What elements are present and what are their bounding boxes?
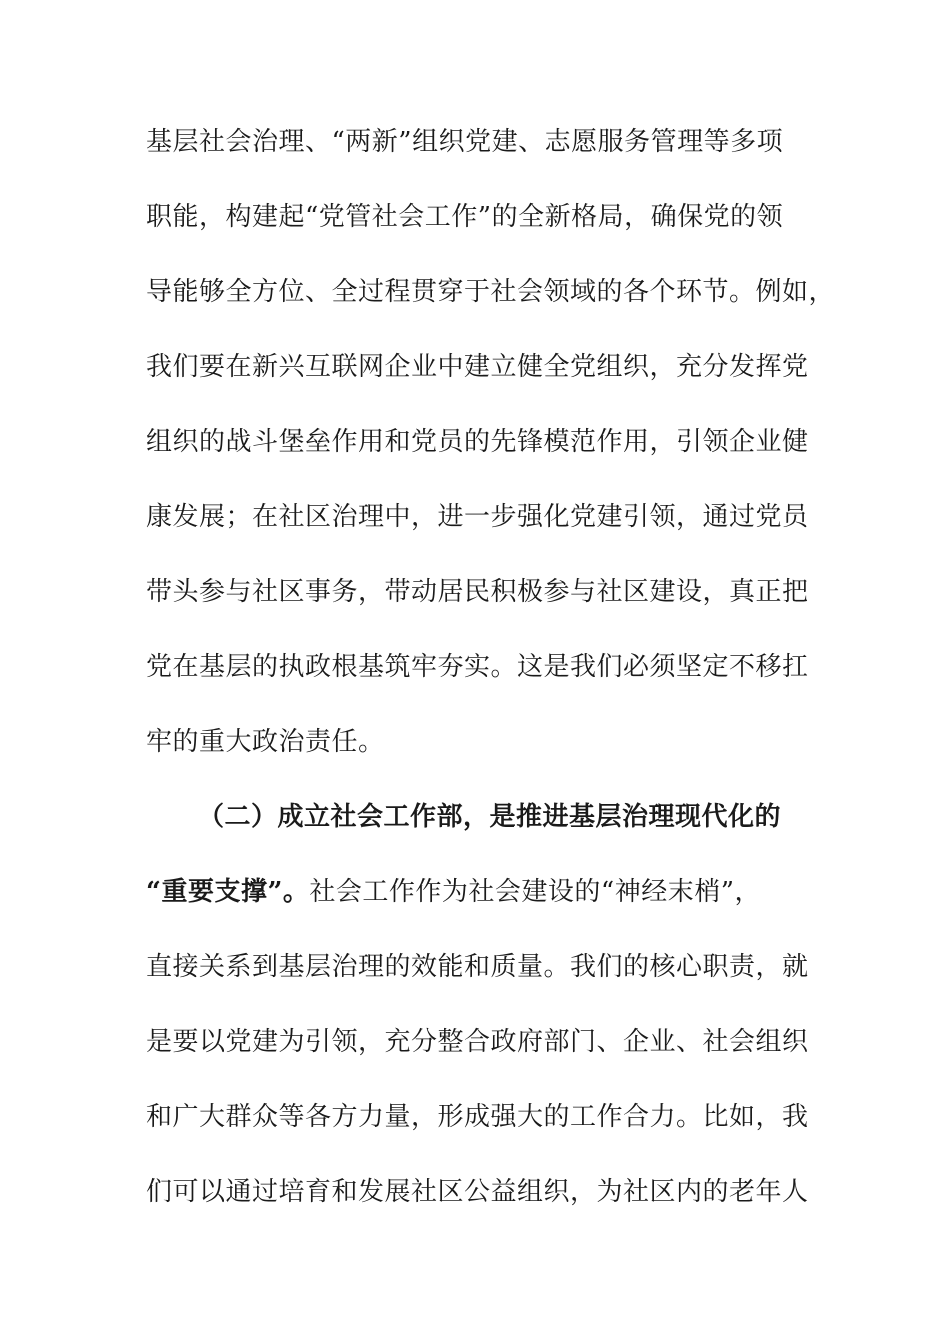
section-heading-tail: “重要支撑”。 — [146, 877, 310, 907]
paragraph-line: 直接关系到基层治理的效能和质量。我们的核心职责，就 — [146, 952, 809, 982]
paragraph-line: 康发展；在社区治理中，进一步强化党建引领，通过党员 — [146, 502, 809, 532]
paragraph-line: 是要以党建为引领，充分整合政府部门、企业、社会组织 — [146, 1027, 809, 1057]
paragraph-line: 导能够全方位、全过程贯穿于社会领域的各个环节。例如， — [146, 277, 836, 307]
paragraph-line: 组织的战斗堡垒作用和党员的先锋模范作用，引领企业健 — [146, 427, 809, 457]
paragraph-line: 党在基层的执政根基筑牢夯实。这是我们必须坚定不移扛 — [146, 652, 809, 682]
paragraph-line: 带头参与社区事务，带动居民积极参与社区建设，真正把 — [146, 577, 809, 607]
paragraph-line: 和广大群众等各方力量，形成强大的工作合力。比如，我 — [146, 1102, 809, 1132]
paragraph-line: 我们要在新兴互联网企业中建立健全党组织，充分发挥党 — [146, 352, 809, 382]
section-heading-continuation — [146, 872, 806, 912]
section-heading: （二）成立社会工作部，是推进基层治理现代化的 — [198, 802, 782, 832]
paragraph-text: 社会工作作为社会建设的“神经末梢”， — [309, 877, 762, 907]
paragraph-line: 职能，构建起“党管社会工作”的全新格局，确保党的领 — [146, 202, 784, 232]
paragraph-line: 们可以通过培育和发展社区公益组织，为社区内的老年人 — [146, 1177, 809, 1207]
paragraph-line: 基层社会治理、“两新”组织党建、志愿服务管理等多项 — [146, 127, 784, 157]
paragraph-line: 牢的重大政治责任。 — [146, 727, 385, 757]
